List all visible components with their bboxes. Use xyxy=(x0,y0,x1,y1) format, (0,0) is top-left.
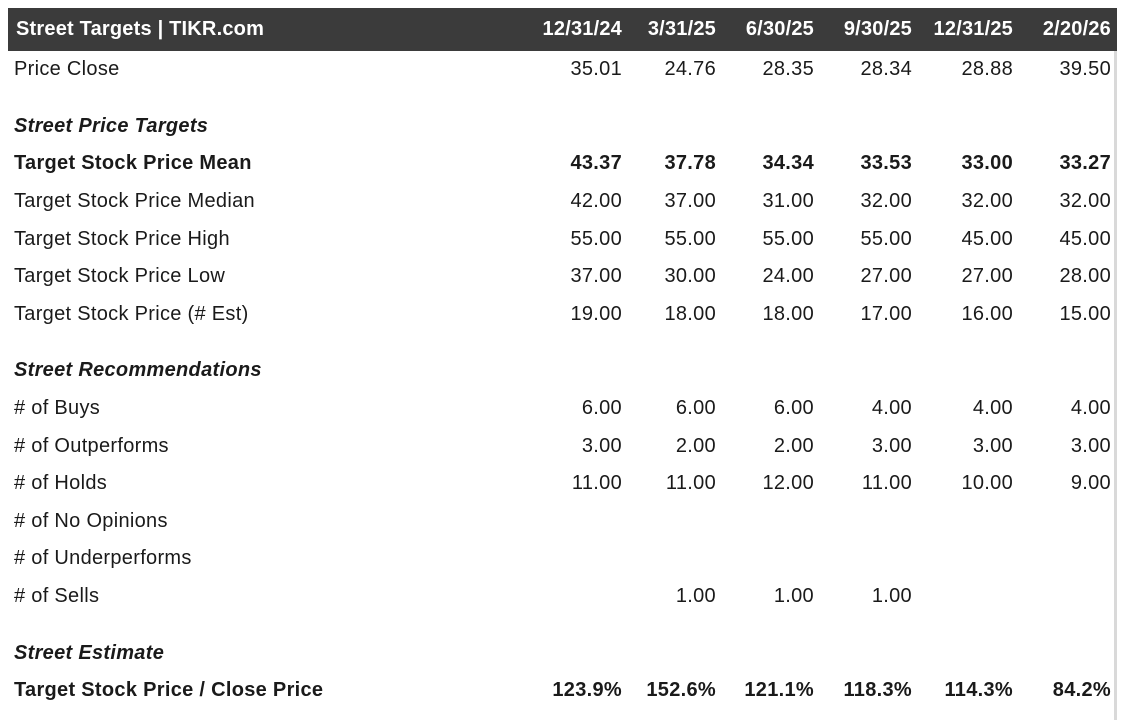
table-cell: 114.3% xyxy=(944,679,1013,702)
table-cell: 123.9% xyxy=(552,679,622,702)
table-cell xyxy=(918,540,1019,578)
table-cell: 37.00 xyxy=(570,265,622,288)
table-cell: 32.00 xyxy=(961,190,1013,213)
table-row-target-high xyxy=(8,220,1117,258)
table-cell: 27.00 xyxy=(860,265,912,288)
table-row-target-est-count xyxy=(8,296,1117,334)
table-cell: 55.00 xyxy=(762,227,814,250)
section-title: Street Recommendations xyxy=(14,359,262,382)
table-cell: 24.76 xyxy=(664,58,716,81)
table-cell: 33.53 xyxy=(860,152,912,175)
table-cell: 3.00 xyxy=(1070,434,1111,457)
table-cell xyxy=(628,503,722,541)
table-row-price-close xyxy=(8,51,1117,89)
row-label: # of Underperforms xyxy=(14,547,192,570)
table-cell: 42.00 xyxy=(570,190,622,213)
table-cell xyxy=(513,578,628,616)
row-label: Price Close xyxy=(14,58,120,81)
table-row-target-close-ratio xyxy=(8,672,1117,710)
table-cell: 6.00 xyxy=(675,397,716,420)
table-row-outperforms xyxy=(8,427,1117,465)
table-cell: 32.00 xyxy=(860,190,912,213)
section-title: Street Price Targets xyxy=(14,114,209,137)
row-label: Target Stock Price Low xyxy=(14,265,226,288)
table-cell xyxy=(918,503,1019,541)
table-cell: 18.00 xyxy=(762,302,814,325)
table-cell: 28.00 xyxy=(1059,265,1111,288)
table-cell: 6.00 xyxy=(581,397,622,420)
table-cell: 28.35 xyxy=(762,58,814,81)
table-cell: 43.37 xyxy=(570,152,622,175)
column-header[interactable]: 6/30/25 xyxy=(745,18,814,40)
table-cell: 16.00 xyxy=(961,302,1013,325)
table-row-target-mean xyxy=(8,145,1117,183)
table-cell: 11.00 xyxy=(665,472,716,495)
table-cell: 2.00 xyxy=(675,434,716,457)
table-row-underperforms xyxy=(8,540,1117,578)
table-cell: 1.00 xyxy=(871,585,912,608)
row-label: # of Holds xyxy=(14,472,108,495)
table-cell: 37.78 xyxy=(664,152,716,175)
table-cell: 3.00 xyxy=(871,434,912,457)
row-label: Target Stock Price / Close Price xyxy=(14,679,324,702)
spacer-row xyxy=(8,89,1117,108)
table-cell: 28.34 xyxy=(860,58,912,81)
table-title: Street Targets | TIKR.com xyxy=(16,18,265,40)
table-cell: 10.00 xyxy=(961,472,1013,495)
table-cell: 12.00 xyxy=(762,472,814,495)
table-cell: 55.00 xyxy=(860,227,912,250)
table-cell: 24.00 xyxy=(762,265,814,288)
table-cell: 45.00 xyxy=(961,227,1013,250)
table-cell xyxy=(722,540,820,578)
section-header-street-price-targets xyxy=(8,108,1117,146)
table-row-sells xyxy=(8,578,1117,616)
table-cell: 3.00 xyxy=(581,434,622,457)
table-cell: 84.2% xyxy=(1052,679,1111,702)
row-label: Target Stock Price (# Est) xyxy=(14,302,249,325)
table-cell: 18.00 xyxy=(664,302,716,325)
table-row-no-opinions xyxy=(8,503,1117,541)
table-cell: 35.01 xyxy=(570,58,622,81)
row-label: Target Stock Price Mean xyxy=(14,152,252,175)
table-cell: 3.00 xyxy=(972,434,1013,457)
column-header[interactable]: 9/30/25 xyxy=(843,18,912,40)
table-cell: 28.88 xyxy=(961,58,1013,81)
table-cell xyxy=(820,540,918,578)
table-cell xyxy=(513,503,628,541)
table-cell xyxy=(722,503,820,541)
table-cell: 118.3% xyxy=(843,679,912,702)
table-cell: 4.00 xyxy=(871,397,912,420)
table-cell: 27.00 xyxy=(961,265,1013,288)
table-cell: 1.00 xyxy=(675,585,716,608)
table-cell: 37.00 xyxy=(664,190,716,213)
column-header[interactable]: 3/31/25 xyxy=(647,18,716,40)
table-cell: 17.00 xyxy=(860,302,912,325)
table-cell: 31.00 xyxy=(762,190,814,213)
table-row-target-low xyxy=(8,258,1117,296)
table-cell xyxy=(1019,540,1117,578)
table-cell xyxy=(628,540,722,578)
spacer-row xyxy=(8,333,1117,352)
spacer-row xyxy=(8,615,1117,634)
table-cell xyxy=(918,578,1019,616)
table-cell: 39.50 xyxy=(1059,58,1111,81)
table-cell: 33.00 xyxy=(961,152,1013,175)
table-cell: 32.00 xyxy=(1059,190,1111,213)
table-row-target-median xyxy=(8,183,1117,221)
table-cell: 6.00 xyxy=(773,397,814,420)
row-label: # of Outperforms xyxy=(14,434,169,457)
table-cell: 4.00 xyxy=(1070,397,1111,420)
table-cell: 55.00 xyxy=(664,227,716,250)
row-label: Target Stock Price High xyxy=(14,227,230,250)
street-targets-panel xyxy=(8,8,1117,720)
table-cell: 1.00 xyxy=(773,585,814,608)
table-cell: 152.6% xyxy=(646,679,716,702)
table-cell: 2.00 xyxy=(773,434,814,457)
row-label: # of Sells xyxy=(14,585,100,608)
row-label: # of Buys xyxy=(14,397,101,420)
table-cell xyxy=(1019,503,1117,541)
section-title: Street Estimate xyxy=(14,641,165,664)
column-header[interactable]: 12/31/25 xyxy=(933,18,1013,40)
row-label: Target Stock Price Median xyxy=(14,190,255,213)
table-cell xyxy=(820,503,918,541)
table-row-holds xyxy=(8,465,1117,503)
table-cell: 34.34 xyxy=(762,152,814,175)
table-cell: 15.00 xyxy=(1059,302,1111,325)
table-cell: 33.27 xyxy=(1059,152,1111,175)
table-row-buys xyxy=(8,390,1117,428)
section-header-street-estimate xyxy=(8,634,1117,672)
table-cell: 121.1% xyxy=(744,679,814,702)
table-header-row xyxy=(8,8,1117,51)
section-header-street-recommendations xyxy=(8,352,1117,390)
table-cell: 19.00 xyxy=(570,302,622,325)
table-cell: 11.00 xyxy=(571,472,622,495)
table-cell: 30.00 xyxy=(664,265,716,288)
table-cell xyxy=(513,540,628,578)
column-header[interactable]: 2/20/26 xyxy=(1042,18,1111,40)
row-label: # of No Opinions xyxy=(14,509,168,532)
table-cell: 55.00 xyxy=(570,227,622,250)
column-header[interactable]: 12/31/24 xyxy=(542,18,622,40)
table-cell: 45.00 xyxy=(1059,227,1111,250)
street-targets-table xyxy=(8,8,1117,710)
table-cell xyxy=(1019,578,1117,616)
table-cell: 4.00 xyxy=(972,397,1013,420)
table-cell: 11.00 xyxy=(861,472,912,495)
table-cell: 9.00 xyxy=(1070,472,1111,495)
